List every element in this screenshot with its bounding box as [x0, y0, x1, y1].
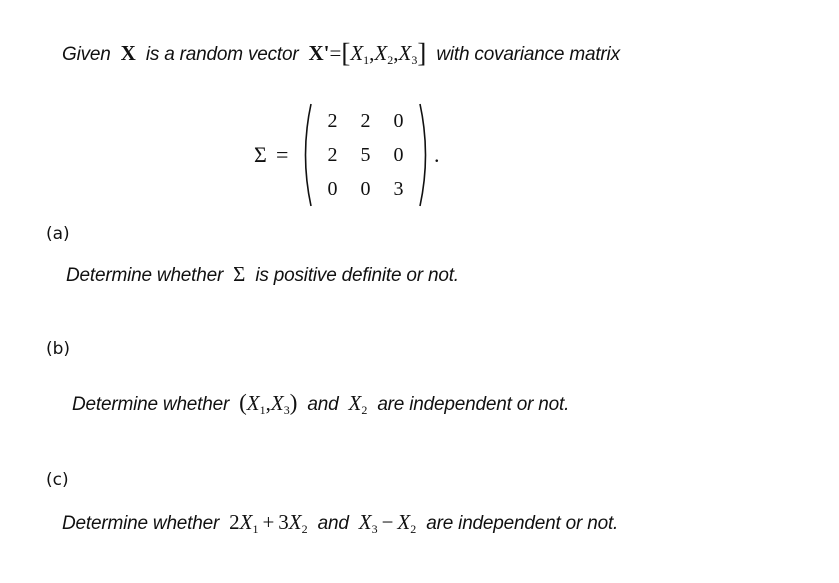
intro-text-random-vector: is a random vector [145, 44, 299, 65]
right-paren-icon [417, 102, 433, 208]
vector-transpose-symbol: X' [308, 41, 330, 65]
sigma-symbol: Σ [254, 142, 267, 167]
subscript-3: 3 [411, 53, 418, 67]
part-c-and: and [317, 513, 349, 534]
close-square-bracket: ] [417, 38, 427, 68]
part-b-x3-sub: 3 [283, 403, 290, 417]
component-x2: X [374, 41, 388, 65]
part-b-pair [239, 390, 301, 417]
random-vector-symbol: X [120, 41, 136, 65]
part-c-expr1-x2-sub: 2 [301, 522, 308, 536]
matrix-cells [316, 104, 415, 206]
part-b-open-paren: ( [239, 390, 247, 415]
part-c-expr1-x2: X [288, 510, 302, 534]
part-b-question [72, 390, 569, 418]
part-b-label: (b) [46, 339, 71, 359]
part-c-expr-1 [229, 510, 312, 536]
matrix-cell: 0 [393, 109, 404, 132]
intro-text-given: Given [62, 44, 111, 65]
matrix-cell: 2 [327, 143, 338, 166]
part-c-expr2-x3-sub: 3 [371, 522, 378, 536]
part-b-comma: , [265, 391, 271, 415]
part-b-x2-sub: 2 [361, 403, 368, 417]
intro-line [62, 38, 620, 69]
part-a-prefix: Determine whether [66, 265, 224, 286]
part-a-label: (a) [46, 224, 70, 244]
matrix-cell: 3 [393, 177, 404, 200]
matrix-cell: 0 [327, 177, 338, 200]
matrix-cell: 5 [360, 143, 371, 166]
part-c-expr1-x1-sub: 1 [252, 522, 259, 536]
matrix-cell: 2 [360, 109, 371, 132]
comma-1: , [369, 41, 375, 65]
part-b-close-paren: ) [289, 390, 298, 415]
part-c-suffix: are independent or not. [426, 513, 619, 534]
vector-equals: = [329, 41, 342, 65]
vector-definition [308, 38, 431, 68]
part-b-suffix: are independent or not. [377, 394, 570, 415]
part-b-x1-sub: 1 [259, 403, 266, 417]
part-b-x2-wrap [348, 391, 368, 417]
part-c-prefix: Determine whether [62, 513, 220, 534]
part-c-question [62, 510, 618, 537]
part-c-minus: − [381, 510, 394, 534]
part-a-question [66, 262, 459, 287]
component-x1: X [350, 41, 364, 65]
part-a-suffix: is positive definite or not. [255, 265, 459, 286]
comma-2: , [393, 41, 399, 65]
part-c-label: (c) [46, 470, 69, 490]
covariance-matrix [254, 102, 454, 208]
part-c-expr1-x1: X [239, 510, 253, 534]
part-b-and: and [307, 394, 339, 415]
part-b-x3: X [270, 391, 284, 415]
component-x3: X [398, 41, 412, 65]
part-b-prefix: Determine whether [72, 394, 230, 415]
part-c-coef-2: 2 [229, 510, 240, 534]
matrix-cell: 0 [360, 177, 371, 200]
left-paren-icon [298, 102, 314, 208]
part-c-expr2-x3: X [358, 510, 372, 534]
matrix-period: . [434, 142, 440, 167]
part-c-expr-2 [358, 510, 421, 536]
part-c-plus: + [262, 510, 275, 534]
subscript-2: 2 [387, 53, 394, 67]
matrix-equals: = [276, 142, 289, 167]
matrix-cell: 2 [327, 109, 338, 132]
part-c-expr2-x2-sub: 2 [410, 522, 417, 536]
part-b-x1: X [246, 391, 260, 415]
subscript-1: 1 [363, 53, 370, 67]
intro-text-covariance: with covariance matrix [436, 44, 620, 65]
open-square-bracket: [ [341, 38, 351, 68]
part-b-x2: X [348, 391, 362, 415]
matrix-cell: 0 [393, 143, 404, 166]
part-c-expr2-x2: X [397, 510, 411, 534]
part-c-coef-3: 3 [278, 510, 289, 534]
part-a-sigma: Σ [233, 262, 246, 286]
